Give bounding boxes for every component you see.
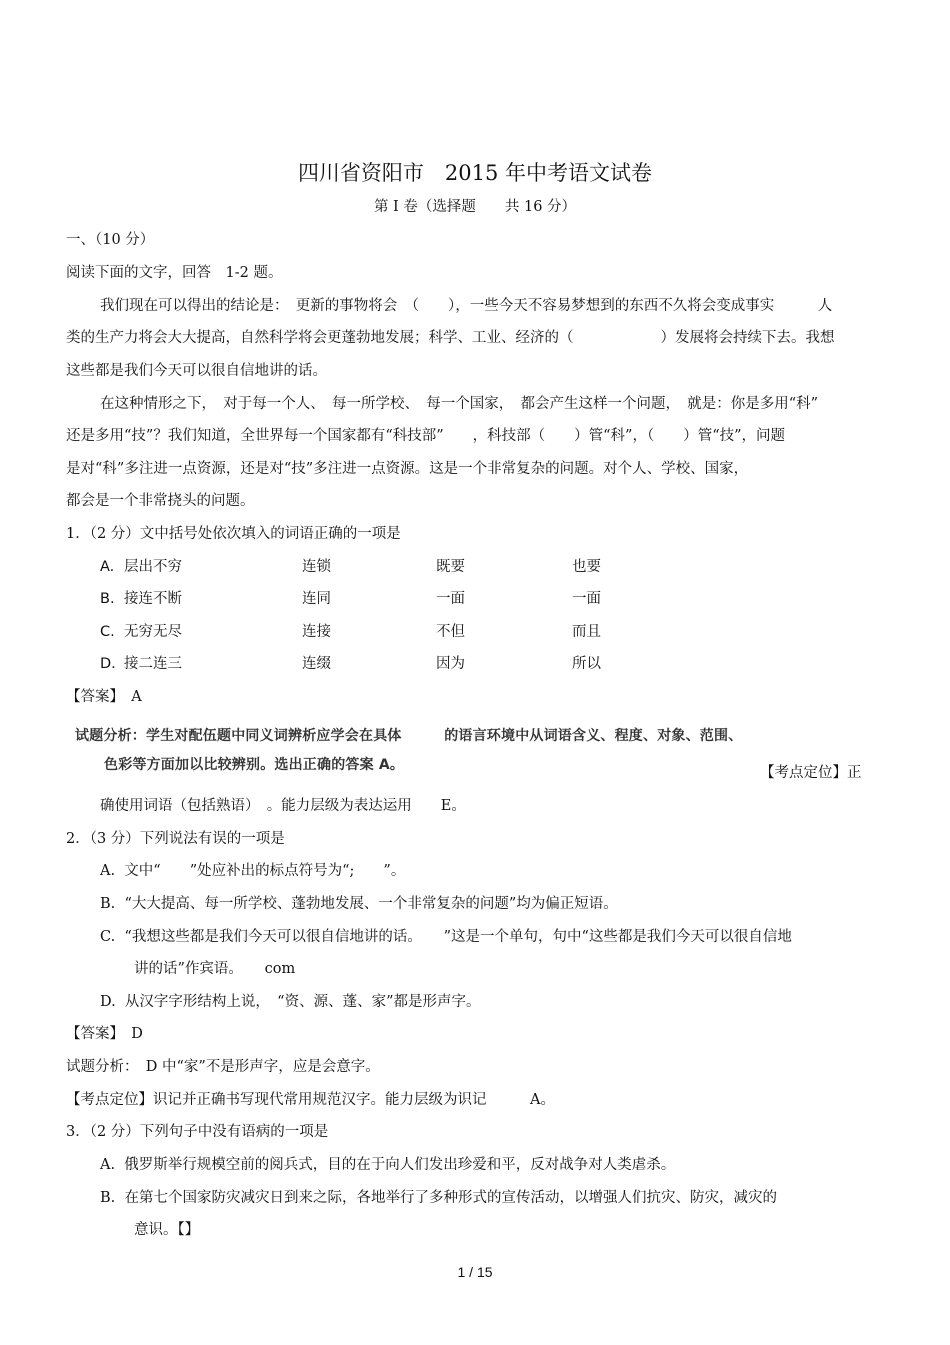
question-3-option-b: B. 在第七个国家防灾减灾日到来之际，各地举行了多种形式的宣传活动，以增强人们抗灾、防灾，减灾的	[100, 1190, 777, 1206]
passage-line-7: 都会是一个非常挠头的问题。	[66, 493, 255, 509]
section-heading: 一、（10 分）	[66, 232, 155, 248]
passage-line-1: 我们现在可以得出的结论是： 更新的事物将会 （ ），一些今天不容易梦想到的东西不久将会变成事实 人	[100, 298, 833, 314]
kaodian-2: 【考点定位】识记并正确书写现代常用规范汉字。能力层级为识记 A。	[66, 1092, 555, 1108]
option-word: 不但	[436, 624, 465, 640]
answer-1: 【答案】 A	[66, 689, 142, 705]
analysis-1-line-1: 试题分析：学生对配伍题中同义词辨析应学会在具体 的语言环境中从词语含义、程度、对象、范围、	[75, 728, 743, 744]
question-3-stem: 3．（2 分）下列句子中没有语病的一项是	[66, 1124, 329, 1140]
answer-2: 【答案】 D	[66, 1026, 143, 1042]
analysis-2: 试题分析： D 中“家”不是形声字，应是会意字。	[66, 1059, 380, 1075]
question-3-option-b-cont: 意识。【】	[134, 1222, 200, 1238]
option-word: 因为	[436, 656, 465, 672]
passage-line-4: 在这种情形之下， 对于每一个人、 每一所学校、 每一个国家， 都会产生这样一个问题， 就是：你是多用“科”	[100, 396, 819, 412]
option-word: 而且	[572, 624, 601, 640]
kaodian-1-content: 确使用词语（包括熟语） 。能力层级为表达运用 E。	[100, 798, 466, 814]
question-2-option-c-cont: 讲的话”作宾语。 com	[134, 961, 296, 977]
passage-line-2: 类的生产力将会大大提高，自然科学将会更蓬勃地发展；科学、工业、经济的（ ）发展将会持续下去。我想	[66, 330, 835, 346]
page-number: 1 / 15	[457, 1264, 493, 1280]
question-2-option-c: C. “我想这些都是我们今天可以很自信地讲的话。 ”这是一个单句，句中“这些都是我们今天可以很自信地	[100, 929, 792, 945]
passage-line-5: 还是多用“技”？我们知道，全世界每一个国家都有“科技部” ，科技部（ ）管“科”，（ ）管“技”，问题	[66, 428, 786, 444]
question-3-option-a: A. 俄罗斯举行规模空前的阅兵式，目的在于向人们发出珍爱和平，反对战争对人类虐杀。	[100, 1157, 676, 1173]
page-title: 四川省资阳市 2015 年中考语文试卷	[297, 161, 653, 185]
question-2-option-b: B. “大大提高、每一所学校、蓬勃地发展、一个非常复杂的问题”均为偏正短语。	[100, 896, 618, 912]
question-2-stem: 2．（3 分）下列说法有误的一项是	[66, 831, 285, 847]
question-2-option-a: A. 文中“ ”处应补出的标点符号为“; ”。	[100, 863, 406, 879]
option-label: A.	[100, 559, 115, 575]
option-word: 所以	[572, 656, 601, 672]
option-label: C.	[100, 624, 115, 640]
option-word: 接二连三	[124, 656, 182, 672]
option-label: B.	[100, 591, 115, 607]
question-1-stem: 1．（2 分）文中括号处依次填入的词语正确的一项是	[66, 526, 401, 542]
option-word: 一面	[572, 591, 601, 607]
kaodian-1-label: 【考点定位】正	[760, 765, 862, 781]
option-word: 连同	[302, 591, 331, 607]
passage-line-6: 是对“科”多注进一点资源，还是对“技”多注进一点资源。这是一个非常复杂的问题。对个人、学校、国家，	[66, 461, 749, 477]
option-label: D.	[100, 656, 116, 672]
passage-line-3: 这些都是我们今天可以很自信地讲的话。	[66, 363, 327, 379]
question-2-option-d: D. 从汉字字形结构上说， “资、源、蓬、家”都是形声字。	[100, 994, 481, 1010]
option-word: 无穷无尽	[124, 624, 182, 640]
option-word: 连锁	[302, 559, 331, 575]
option-word: 既要	[436, 559, 465, 575]
option-word: 也要	[572, 559, 601, 575]
analysis-1-line-2: 色彩等方面加以比较辨别。选出正确的答案 A。	[104, 757, 405, 773]
option-word: 层出不穷	[124, 559, 182, 575]
page-subtitle: 第 I 卷（选择题 共 16 分）	[373, 199, 577, 215]
reading-instruction: 阅读下面的文字，回答 1-2 题。	[66, 265, 283, 281]
option-word: 一面	[436, 591, 465, 607]
option-word: 连接	[302, 624, 331, 640]
option-word: 接连不断	[124, 591, 182, 607]
option-word: 连缀	[302, 656, 331, 672]
